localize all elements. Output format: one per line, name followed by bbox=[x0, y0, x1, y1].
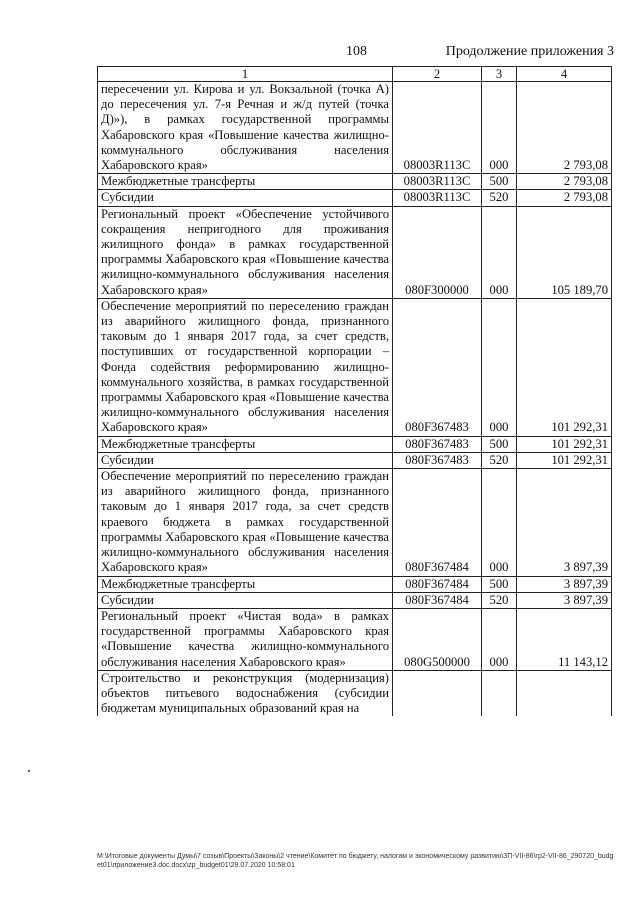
table-row bbox=[98, 452, 612, 468]
row-expense-type: 500 bbox=[482, 174, 517, 190]
row-expense-type: 000 bbox=[482, 82, 517, 174]
column-header-2: 2 bbox=[393, 67, 482, 82]
row-amount: 101 292,31 bbox=[517, 436, 612, 452]
scan-speck bbox=[28, 770, 30, 772]
row-amount: 2 793,08 bbox=[517, 82, 612, 174]
file-path-footer: M:\Итоговые документы Думы\7 созыв\Проекты\Законы\2 чтение\Комитет по бюджету, налогам и экономическому развитию\ЗП-VII-86\гр2-VII-86_290720_budget01\приложение3.doc.docx\zp_budget01\29.07.2020 10:58:01 bbox=[97, 853, 614, 869]
row-description: Межбюджетные трансферты bbox=[98, 576, 393, 592]
row-target-code: 08003R113C bbox=[393, 82, 482, 174]
table-row bbox=[98, 298, 612, 436]
page-header bbox=[0, 44, 640, 62]
row-amount: 105 189,70 bbox=[517, 206, 612, 298]
column-header-3: 3 bbox=[482, 67, 517, 82]
row-expense-type: 000 bbox=[482, 469, 517, 576]
column-header-4: 4 bbox=[517, 67, 612, 82]
row-expense-type: 500 bbox=[482, 576, 517, 592]
row-amount bbox=[517, 670, 612, 716]
page-number: 108 bbox=[346, 44, 367, 59]
row-amount: 3 897,39 bbox=[517, 592, 612, 608]
row-target-code: 08003R113C bbox=[393, 174, 482, 190]
column-number-row bbox=[98, 67, 612, 82]
row-target-code: 08003R113C bbox=[393, 190, 482, 206]
row-target-code: 080F367483 bbox=[393, 452, 482, 468]
table-row bbox=[98, 592, 612, 608]
row-amount: 2 793,08 bbox=[517, 174, 612, 190]
table-row bbox=[98, 206, 612, 298]
row-description: Региональный проект «Чистая вода» в рамках государственной программы Хабаровского края «Повышение качества жилищно-коммунального обслуживания населения Хабаровского края» bbox=[98, 608, 393, 670]
row-description: Обеспечение мероприятий по переселению граждан из аварийного жилищного фонда, признанного таковым до 1 января 2017 года, за счет средств, поступивших от государственной корпорации – Фонда содействия реформированию жилищно-коммунального хозяйства, в рамках государственной программы Хабаровского края «Повышение качества жилищно-коммунального обслуживания населения Хабаровского края» bbox=[98, 298, 393, 436]
table-row bbox=[98, 82, 612, 174]
row-target-code bbox=[393, 670, 482, 716]
row-expense-type bbox=[482, 670, 517, 716]
row-target-code: 080F367484 bbox=[393, 469, 482, 576]
table-row bbox=[98, 174, 612, 190]
row-description: пересечении ул. Кирова и ул. Вокзальной (точка А) до пересечения ул. 7-я Речная и ж/д путей (точка Д)»), в рамках государственной программы Хабаровского края «Повышение качества жилищно-коммунального обслуживания населения Хабаровского края» bbox=[98, 82, 393, 174]
row-target-code: 080F367484 bbox=[393, 592, 482, 608]
row-expense-type: 500 bbox=[482, 436, 517, 452]
row-target-code: 080F367483 bbox=[393, 298, 482, 436]
row-description: Строительство и реконструкция (модернизация) объектов питьевого водоснабжения (субсидии бюджетам муниципальных образований края на bbox=[98, 670, 393, 716]
table-row bbox=[98, 670, 612, 716]
row-description: Региональный проект «Обеспечение устойчивого сокращения непригодного для проживания жилищного фонда» в рамках государственной программы Хабаровского края «Повышение качества жилищно-коммунального обслуживания населения Хабаровского края» bbox=[98, 206, 393, 298]
row-expense-type: 000 bbox=[482, 608, 517, 670]
row-amount: 2 793,08 bbox=[517, 190, 612, 206]
row-amount: 3 897,39 bbox=[517, 576, 612, 592]
row-amount: 3 897,39 bbox=[517, 469, 612, 576]
row-expense-type: 000 bbox=[482, 206, 517, 298]
row-amount: 101 292,31 bbox=[517, 298, 612, 436]
row-description: Межбюджетные трансферты bbox=[98, 436, 393, 452]
row-expense-type: 520 bbox=[482, 452, 517, 468]
row-expense-type: 000 bbox=[482, 298, 517, 436]
row-expense-type: 520 bbox=[482, 190, 517, 206]
table-row bbox=[98, 469, 612, 576]
row-amount: 11 143,12 bbox=[517, 608, 612, 670]
table-row bbox=[98, 436, 612, 452]
continuation-label: Продолжение приложения 3 bbox=[445, 44, 614, 59]
row-description: Межбюджетные трансферты bbox=[98, 174, 393, 190]
row-expense-type: 520 bbox=[482, 592, 517, 608]
table-row bbox=[98, 608, 612, 670]
table-row bbox=[98, 576, 612, 592]
row-target-code: 080F300000 bbox=[393, 206, 482, 298]
row-description: Обеспечение мероприятий по переселению граждан из аварийного жилищного фонда, признанного таковым до 1 января 2017 года, за счет средств краевого бюджета в рамках государственной программы Хабаровского края «Повышение качества жилищно-коммунального обслуживания населения Хабаровского края» bbox=[98, 469, 393, 576]
row-description: Субсидии bbox=[98, 592, 393, 608]
budget-table bbox=[97, 66, 612, 716]
column-header-1: 1 bbox=[98, 67, 393, 82]
table-header bbox=[98, 67, 612, 82]
row-description: Субсидии bbox=[98, 190, 393, 206]
row-description: Субсидии bbox=[98, 452, 393, 468]
table-row bbox=[98, 190, 612, 206]
row-amount: 101 292,31 bbox=[517, 452, 612, 468]
row-target-code: 080F367484 bbox=[393, 576, 482, 592]
row-target-code: 080G500000 bbox=[393, 608, 482, 670]
row-target-code: 080F367483 bbox=[393, 436, 482, 452]
